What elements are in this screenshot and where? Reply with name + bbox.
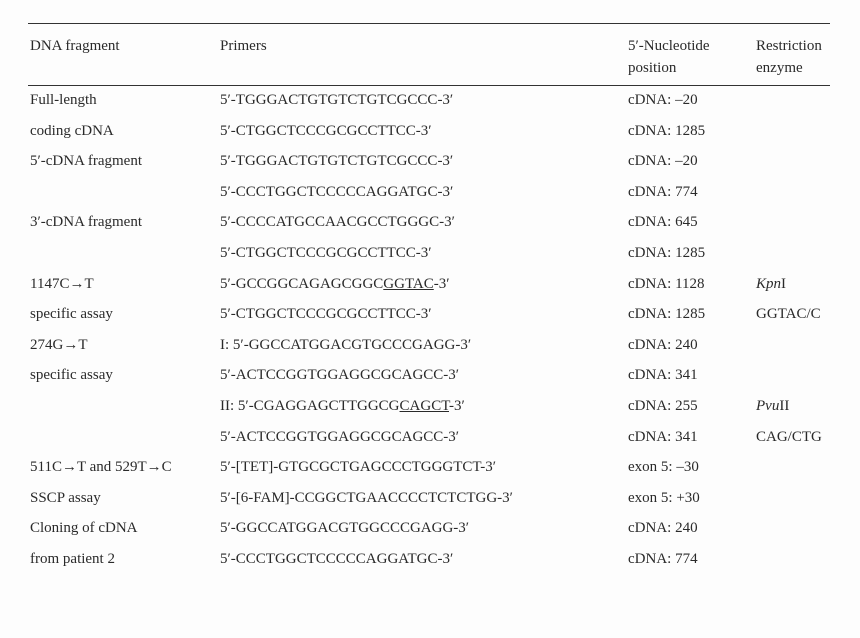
cell-primer: 5′-CTGGCTCCCGCGCCTTCC-3′ bbox=[220, 306, 432, 322]
cell-primer: 5′-CCCTGGCTCCCCCAGGATGC-3′ bbox=[220, 551, 454, 567]
primer-suffix: -3′ bbox=[449, 398, 465, 414]
cell-dna-fragment: 5′-cDNA fragment bbox=[30, 153, 142, 169]
header-dna-fragment: DNA fragment bbox=[30, 38, 120, 54]
cell-primer: 5′-TGGGACTGTGTCTGTCGCCC-3′ bbox=[220, 92, 454, 108]
enzyme-name-suffix: I bbox=[781, 276, 787, 292]
primer-restriction-site: GGTAC bbox=[383, 276, 434, 292]
cell-primer: 5′-ACTCCGGTGGAGGCGCAGCC-3′ bbox=[220, 429, 460, 445]
header-enzyme-line2: enzyme bbox=[756, 60, 803, 76]
cell-nucleotide-position: cDNA: 341 bbox=[628, 429, 698, 445]
cell-dna-fragment: Cloning of cDNA bbox=[30, 520, 138, 536]
cell-nucleotide-position: cDNA: 774 bbox=[628, 184, 698, 200]
primer-restriction-site: CAGCT bbox=[399, 398, 449, 414]
table-header-rule bbox=[28, 85, 830, 86]
cell-dna-fragment: coding cDNA bbox=[30, 123, 114, 139]
cell-primer: I: 5′-GGCCATGGACGTGCCCGAGG-3′ bbox=[220, 337, 472, 353]
cell-dna-fragment: Full-length bbox=[30, 92, 97, 108]
cell-nucleotide-position: cDNA: 645 bbox=[628, 214, 698, 230]
cell-primer: 5′-GGCCATGGACGTGGCCCGAGG-3′ bbox=[220, 520, 470, 536]
cell-nucleotide-position: cDNA: 1128 bbox=[628, 276, 705, 292]
cell-primer bbox=[220, 395, 465, 417]
header-position-line2: position bbox=[628, 60, 677, 76]
header-primers: Primers bbox=[220, 38, 267, 54]
cell-dna-fragment: 3′-cDNA fragment bbox=[30, 214, 142, 230]
cell-nucleotide-position: exon 5: +30 bbox=[628, 490, 700, 506]
cell-nucleotide-position: cDNA: 774 bbox=[628, 551, 698, 567]
enzyme-name-italic: Pvu bbox=[756, 398, 780, 414]
header-enzyme-line1: Restriction bbox=[756, 38, 822, 54]
cell-nucleotide-position: cDNA: 1285 bbox=[628, 123, 706, 139]
cell-dna-fragment: specific assay bbox=[30, 306, 113, 322]
header-nucleotide-position bbox=[628, 35, 710, 79]
cell-primer: 5′-[6-FAM]-CCGGCTGAACCCCTCTCTGG-3′ bbox=[220, 490, 513, 506]
cell-nucleotide-position: cDNA: 1285 bbox=[628, 306, 706, 322]
cell-nucleotide-position: cDNA: 255 bbox=[628, 398, 698, 414]
cell-restriction-enzyme: CAG/CTG bbox=[756, 429, 822, 445]
primer-prefix: 5′-GCCGGCAGAGCGGC bbox=[220, 276, 384, 292]
cell-nucleotide-position: cDNA: 240 bbox=[628, 520, 698, 536]
cell-dna-fragment: from patient 2 bbox=[30, 551, 115, 567]
cell-dna-fragment: specific assay bbox=[30, 367, 113, 383]
cell-primer: 5′-CTGGCTCCCGCGCCTTCC-3′ bbox=[220, 123, 432, 139]
cell-nucleotide-position: exon 5: –30 bbox=[628, 459, 699, 475]
primer-suffix: -3′ bbox=[433, 276, 450, 292]
cell-restriction-enzyme bbox=[756, 273, 786, 295]
table-top-rule bbox=[28, 23, 830, 24]
primer-prefix: II: 5′-CGAGGAGCTTGGCG bbox=[220, 398, 400, 414]
cell-restriction-enzyme: GGTAC/C bbox=[756, 306, 821, 322]
cell-primer: 5′-ACTCCGGTGGAGGCGCAGCC-3′ bbox=[220, 367, 460, 383]
cell-dna-fragment: 511C→T and 529T→C bbox=[30, 459, 172, 475]
cell-nucleotide-position: cDNA: 1285 bbox=[628, 245, 706, 261]
header-position-line1: 5′-Nucleotide bbox=[628, 38, 710, 54]
cell-primer bbox=[220, 273, 450, 295]
cell-primer: 5′-CTGGCTCCCGCGCCTTCC-3′ bbox=[220, 245, 432, 261]
cell-primer: 5′-TGGGACTGTGTCTGTCGCCC-3′ bbox=[220, 153, 454, 169]
cell-primer: 5′-CCCTGGCTCCCCCAGGATGC-3′ bbox=[220, 184, 454, 200]
cell-dna-fragment: 274G→T bbox=[30, 337, 88, 353]
cell-primer: 5′-[TET]-GTGCGCTGAGCCCTGGGTCT-3′ bbox=[220, 459, 496, 475]
cell-nucleotide-position: cDNA: 240 bbox=[628, 337, 698, 353]
cell-dna-fragment: SSCP assay bbox=[30, 490, 101, 506]
cell-primer: 5′-CCCCATGCCAACGCCTGGGC-3′ bbox=[220, 214, 455, 230]
enzyme-name-suffix: II bbox=[779, 398, 790, 414]
cell-dna-fragment: 1147C→T bbox=[30, 276, 94, 292]
cell-nucleotide-position: cDNA: 341 bbox=[628, 367, 698, 383]
header-restriction-enzyme bbox=[756, 35, 822, 79]
cell-nucleotide-position: cDNA: –20 bbox=[628, 92, 698, 108]
cell-restriction-enzyme bbox=[756, 395, 789, 417]
enzyme-name-italic: Kpn bbox=[756, 276, 782, 292]
cell-nucleotide-position: cDNA: –20 bbox=[628, 153, 698, 169]
